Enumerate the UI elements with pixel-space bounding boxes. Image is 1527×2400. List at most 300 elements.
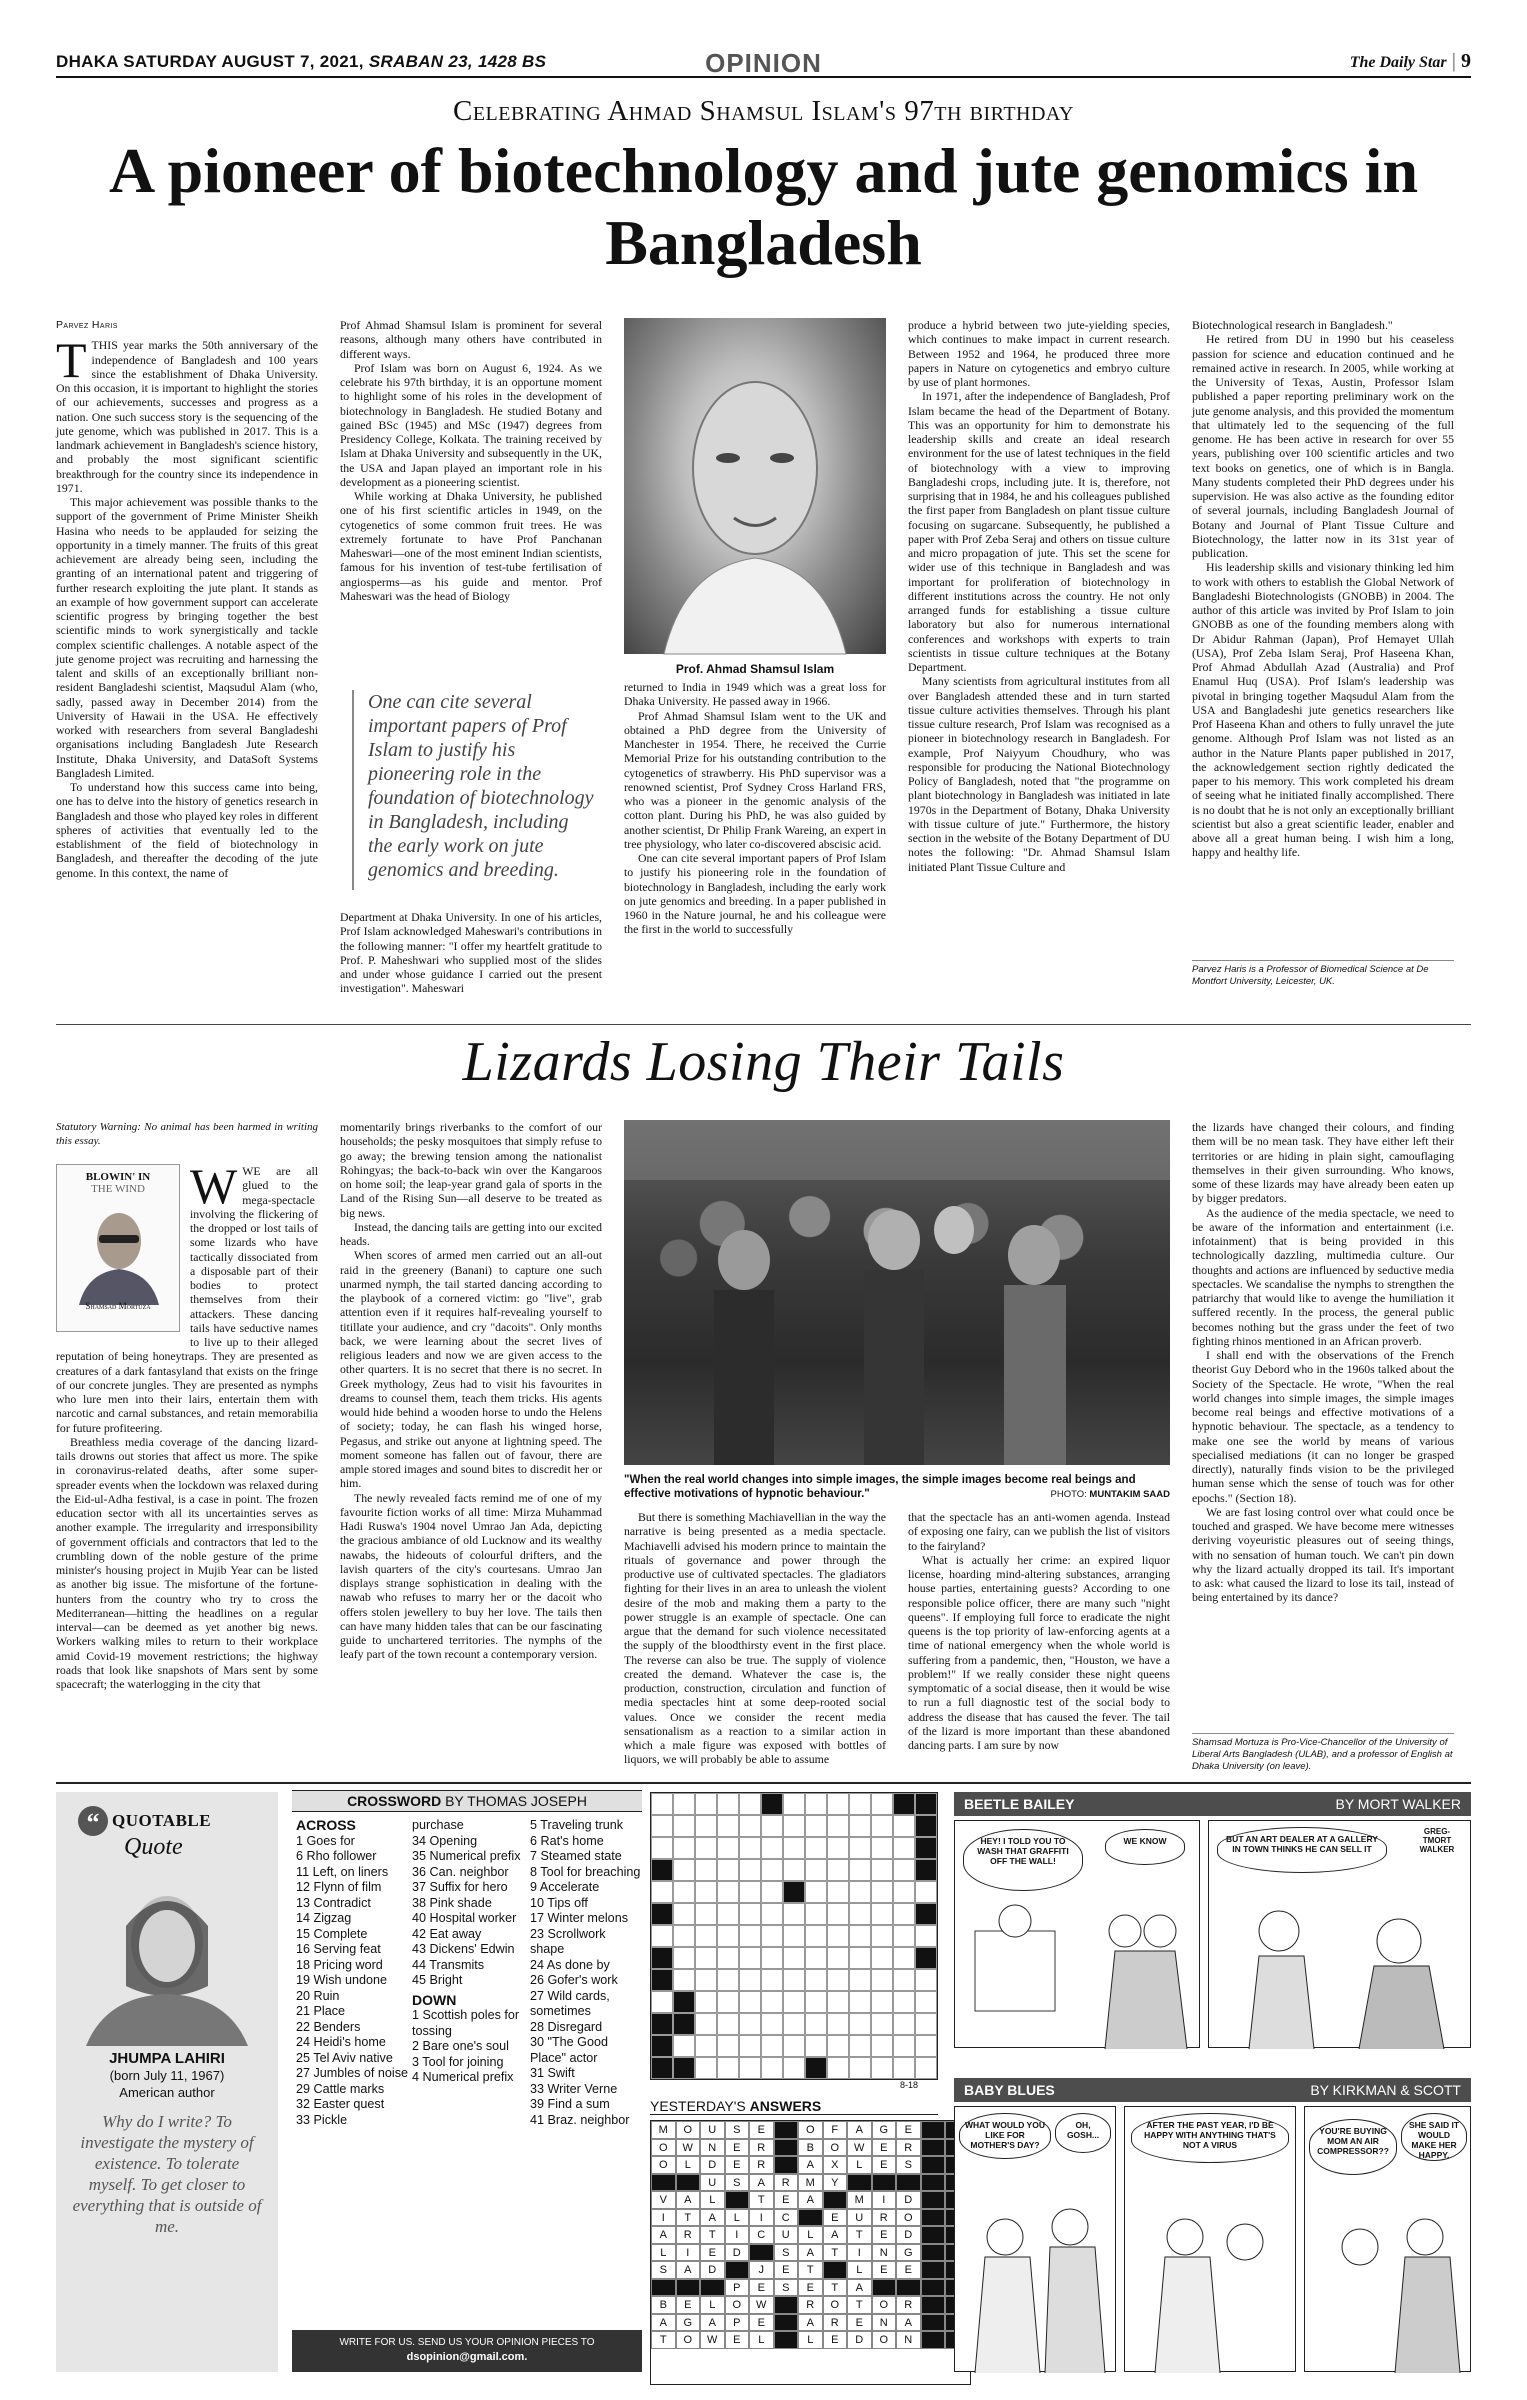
grid-cell[interactable] <box>651 1815 673 1837</box>
grid-cell[interactable] <box>739 1925 761 1947</box>
grid-cell[interactable] <box>827 1925 849 1947</box>
grid-cell[interactable] <box>739 1859 761 1881</box>
grid-cell[interactable] <box>827 1837 849 1859</box>
answer-cell <box>774 2139 799 2157</box>
answer-cell: A <box>749 2174 774 2192</box>
paragraph: One can cite several important papers of Prof Islam to justify his pioneering role in the foundation of biotechnology in Bangladesh, including the early work on jute genomics and breeding. In a paper published in 1960 in the Nature journal, he and his colleague were the first in the world to successfully <box>624 851 886 937</box>
grid-cell[interactable] <box>871 1815 893 1837</box>
grid-cell[interactable] <box>761 1991 783 2013</box>
crossword-grid[interactable] <box>650 1792 938 2080</box>
grid-cell[interactable] <box>717 1881 739 1903</box>
answer-cell: Y <box>823 2174 848 2192</box>
answer-cell: O <box>823 2139 848 2157</box>
grid-cell[interactable] <box>871 1881 893 1903</box>
grid-cell[interactable] <box>915 1815 937 1837</box>
grid-cell[interactable] <box>893 1903 915 1925</box>
grid-cell[interactable] <box>827 1991 849 2013</box>
answer-cell: V <box>651 2191 676 2209</box>
grid-cell[interactable] <box>805 2057 827 2079</box>
grid-cell[interactable] <box>761 1837 783 1859</box>
answer-cell: S <box>774 2244 799 2262</box>
grid-cell[interactable] <box>849 1881 871 1903</box>
clue: 42 Eat away <box>412 1926 482 1941</box>
grid-cell[interactable] <box>871 2035 893 2057</box>
grid-cell[interactable] <box>651 1881 673 1903</box>
clue: 19 Wish undone <box>296 1973 388 1987</box>
grid-cell[interactable] <box>893 1837 915 1859</box>
grid-cell[interactable] <box>893 2035 915 2057</box>
article2-col5 <box>1192 1120 1454 1730</box>
grid-cell[interactable] <box>651 1925 673 1947</box>
comic-panel: HEY! I TOLD YOU TO WASH THAT GRAFFITI OFF THE WALL! WE KNOW <box>954 1820 1200 2048</box>
answer-cell: E <box>847 2314 872 2332</box>
answer-cell: X <box>823 2156 848 2174</box>
grid-cell[interactable] <box>849 1991 871 2013</box>
grid-cell[interactable] <box>871 1991 893 2013</box>
author-portrait <box>56 1866 278 2046</box>
grid-cell[interactable] <box>915 2013 937 2035</box>
grid-cell[interactable] <box>893 2057 915 2079</box>
answer-cell <box>921 2156 946 2174</box>
answer-cell <box>774 2121 799 2139</box>
grid-cell[interactable] <box>695 1903 717 1925</box>
answer-cell: F <box>823 2121 848 2139</box>
grid-cell[interactable] <box>849 2035 871 2057</box>
bottom-divider <box>56 1782 1471 1784</box>
grid-cell[interactable] <box>783 1947 805 1969</box>
grid-cell[interactable] <box>849 1925 871 1947</box>
grid-cell[interactable] <box>695 1793 717 1815</box>
grid-cell[interactable] <box>783 1815 805 1837</box>
quote-icon: “ <box>78 1806 108 1836</box>
paragraph: To understand how this success came into being, one has to delve into the history of genetics research in Bangladesh and those who played key roles in different spheres of activities that eventually led to the establishment of the field of biotechnology in Bangladesh, and thereafter the decoding of the jute genome. In this context, the name of <box>56 780 318 880</box>
answer-cell: R <box>872 2209 897 2227</box>
grid-cell[interactable] <box>849 1859 871 1881</box>
answer-cell: A <box>896 2314 921 2332</box>
grid-cell[interactable] <box>695 1815 717 1837</box>
grid-cell[interactable] <box>695 1969 717 1991</box>
answer-cell: C <box>749 2226 774 2244</box>
grid-cell[interactable] <box>849 2013 871 2035</box>
answer-cell: O <box>798 2121 823 2139</box>
grid-cell[interactable] <box>761 1947 783 1969</box>
grid-cell[interactable] <box>783 1859 805 1881</box>
grid-cell[interactable] <box>871 1903 893 1925</box>
paragraph: produce a hybrid between two jute-yielding species, which continues to make impact in current research. Between 1952 and 1964, he produced three more papers in Nature on cytogenetics and embryo culture by use of plant hormones. <box>908 318 1170 389</box>
grid-cell[interactable] <box>893 1947 915 1969</box>
answer-cell: W <box>749 2296 774 2314</box>
grid-cell[interactable] <box>739 2013 761 2035</box>
answer-cell: O <box>872 2296 897 2314</box>
article2-col3 <box>624 1510 886 1766</box>
answer-cell: R <box>774 2174 799 2192</box>
grid-cell[interactable] <box>805 1925 827 1947</box>
answer-cell: J <box>749 2261 774 2279</box>
masthead-page: The Daily Star | 9 <box>1349 50 1471 72</box>
answer-cell: E <box>700 2244 725 2262</box>
grid-cell[interactable] <box>893 1969 915 1991</box>
grid-cell[interactable] <box>739 1837 761 1859</box>
answer-cell: D <box>700 2261 725 2279</box>
grid-cell[interactable] <box>871 1969 893 1991</box>
grid-cell[interactable] <box>783 2013 805 2035</box>
grid-cell[interactable] <box>871 1947 893 1969</box>
author-bio: Shamsad Mortuza is Pro-Vice-Chancellor of the University of Liberal Arts Bangladesh (ULAB), and a professor of English at Dhaka University (on leave). <box>1192 1733 1454 1773</box>
grid-cell[interactable] <box>673 1991 695 2013</box>
grid-cell[interactable] <box>673 1837 695 1859</box>
grid-cell[interactable] <box>673 1881 695 1903</box>
down-clues-col <box>530 1818 642 2128</box>
clue: 7 Steamed state <box>530 1849 622 1863</box>
grid-cell[interactable] <box>915 1881 937 1903</box>
grid-cell[interactable] <box>761 1925 783 1947</box>
grid-cell[interactable] <box>805 1815 827 1837</box>
answer-cell: E <box>872 2226 897 2244</box>
article1-col1 <box>56 318 318 981</box>
answer-cell <box>700 2279 725 2297</box>
answer-cell <box>921 2279 946 2297</box>
article1-col5 <box>1192 318 1454 958</box>
answer-cell <box>823 2261 848 2279</box>
grid-cell[interactable] <box>783 1793 805 1815</box>
answer-cell: L <box>847 2261 872 2279</box>
answer-cell <box>774 2331 799 2349</box>
grid-cell[interactable] <box>827 1815 849 1837</box>
grid-cell[interactable] <box>915 1859 937 1881</box>
answer-cell <box>921 2191 946 2209</box>
grid-cell[interactable] <box>673 1925 695 1947</box>
portrait-figure <box>624 318 886 654</box>
answer-cell: A <box>798 2156 823 2174</box>
quote-text: Why do I write? To investigate the mystery of existence. To tolerate myself. To get closer to everything that is outside of me. <box>72 2112 262 2236</box>
grid-cell[interactable] <box>827 2013 849 2035</box>
grid-cell[interactable] <box>827 1859 849 1881</box>
grid-cell[interactable] <box>651 1837 673 1859</box>
grid-cell[interactable] <box>717 2013 739 2035</box>
grid-cell[interactable] <box>849 2057 871 2079</box>
answer-cell <box>774 2296 799 2314</box>
paragraph: While working at Dhaka University, he published one of his first scientific articles in 1949, on the cytogenetics of some common fruit trees. He was extremely fortunate to have Prof Panchanan Maheswari—one of the most eminent Indian scientists, famous for his invention of test-tube fertilisation of angiosperms—as his guide and mentor. Prof Maheswari was the head of Biology <box>340 489 602 603</box>
grid-cell[interactable] <box>849 1837 871 1859</box>
grid-cell[interactable] <box>673 2013 695 2035</box>
answer-cell: T <box>798 2261 823 2279</box>
grid-cell[interactable] <box>915 1991 937 2013</box>
grid-cell[interactable] <box>893 1815 915 1837</box>
answer-cell: L <box>847 2156 872 2174</box>
clue: 21 Place <box>296 2004 346 2018</box>
clue: 16 Serving feat <box>296 1942 381 1956</box>
clue: 24 As done by <box>530 1957 610 1972</box>
photo-credit: PHOTO: MUNTAKIM SAAD <box>1050 1489 1170 1500</box>
grid-cell[interactable] <box>915 2035 937 2057</box>
answer-cell: U <box>700 2174 725 2192</box>
article2-col4 <box>908 1510 1170 1766</box>
answer-cell: O <box>676 2121 701 2139</box>
answer-cell: L <box>700 2296 725 2314</box>
answer-cell <box>921 2331 946 2349</box>
grid-cell[interactable] <box>871 1837 893 1859</box>
grid-cell[interactable] <box>739 1991 761 2013</box>
grid-cell[interactable] <box>805 1793 827 1815</box>
page-number: 9 <box>1461 50 1471 72</box>
grid-cell[interactable] <box>761 1881 783 1903</box>
clue: 17 Winter melons <box>530 1911 628 1925</box>
grid-cell[interactable] <box>871 2013 893 2035</box>
grid-cell[interactable] <box>915 1947 937 1969</box>
grid-cell[interactable] <box>805 1903 827 1925</box>
grid-cell[interactable] <box>915 1903 937 1925</box>
answer-cell: A <box>798 2244 823 2262</box>
grid-cell[interactable] <box>761 2057 783 2079</box>
grid-cell[interactable] <box>673 2057 695 2079</box>
answer-cell: N <box>700 2139 725 2157</box>
paragraph: We are fast losing control over what could once be touched and grasped. We have become mere witnesses deriving voyeuristic pleasures out of seeing things, with no sensation of human touch. We can't pin down why the lizard actually dropped its tail. It's important to ask: what caused the lizard to lose its tail, instead of being entertained by its dance? <box>1192 1504 1454 1605</box>
paragraph: When scores of armed men carried out an all-out raid in the greenery (Banani) to capture one such unarmed nymph, the tail started dancing according to the playbook of a cornered victim: go "live", grab attention even if it requires half-revealing yourself to titillate your audience, and cry "dacoits". Only months back, we were learning about the secret lives of religious leaders and now we are given access to the other quarters. It is no secret that there is no secret. In Greek mythology, Zeus had to visit his favourites in dreams to counsel them, teach them tricks. His agents would hide behind a wooden horse to undo the Helens of society; today, he can flash his winged horse, Pegasus, and strike out anyone at lightning speed. The moment someone has fallen out of favour, there are ample stored images and sound bites to discredit her or him. <box>340 1248 602 1491</box>
answer-cell: L <box>798 2226 823 2244</box>
clue: 18 Pricing word <box>296 1957 383 1972</box>
grid-cell[interactable] <box>673 2035 695 2057</box>
grid-cell[interactable] <box>827 1903 849 1925</box>
grid-cell[interactable] <box>717 1793 739 1815</box>
answer-cell: R <box>749 2156 774 2174</box>
paragraph: What is actually her crime: an expired liquor license, hoarding mind-altering substances, arranging house parties, entertaining guests? According to one responsible police officer, there are many such "night queens". If employing full force to eradicate the night queens is the top priority of law-enforcing agents at a time of national emergency when the whole world is suffering from a pandemic, then, "Houston, we have a problem!" If we really consider these night queens symptomatic of a social disease, then it would be wise to run a full diagnostic test of the social body to address the disease that has caused the fever. The tail of the lizard is more important than these abandoned dancing parts. I am sure by now <box>908 1552 1170 1752</box>
grid-cell[interactable] <box>761 1903 783 1925</box>
clue: 34 Opening <box>412 1833 478 1848</box>
clue: 33 Pickle <box>296 2112 348 2127</box>
answer-cell: T <box>847 2226 872 2244</box>
answer-cell: I <box>749 2209 774 2227</box>
grid-cell[interactable] <box>783 1925 805 1947</box>
grid-cell[interactable] <box>849 1815 871 1837</box>
grid-cell[interactable] <box>871 1859 893 1881</box>
grid-cell[interactable] <box>805 1991 827 2013</box>
answer-cell: A <box>798 2191 823 2209</box>
grid-cell[interactable] <box>805 1837 827 1859</box>
answer-cell: E <box>725 2156 750 2174</box>
grid-cell[interactable] <box>695 1881 717 1903</box>
answer-cell: S <box>774 2279 799 2297</box>
grid-cell[interactable] <box>717 1969 739 1991</box>
answer-cell: D <box>896 2191 921 2209</box>
answer-cell <box>921 2121 946 2139</box>
grid-cell[interactable] <box>805 1947 827 1969</box>
grid-cell[interactable] <box>827 1793 849 1815</box>
grid-cell[interactable] <box>673 1969 695 1991</box>
answer-cell: S <box>725 2121 750 2139</box>
clue: 20 Ruin <box>296 1988 340 2003</box>
grid-cell[interactable] <box>761 1969 783 1991</box>
grid-cell[interactable] <box>805 2035 827 2057</box>
grid-cell[interactable] <box>739 1947 761 1969</box>
masthead-logo: The Daily Star <box>1349 54 1447 71</box>
grid-cell[interactable] <box>739 1815 761 1837</box>
grid-cell[interactable] <box>805 1859 827 1881</box>
answer-cell: E <box>749 2279 774 2297</box>
grid-cell[interactable] <box>717 1859 739 1881</box>
grid-cell[interactable] <box>827 1881 849 1903</box>
grid-cell[interactable] <box>761 2035 783 2057</box>
author-bio: Parvez Haris is a Professor of Biomedical Science at De Montfort University, Leicester, UK. <box>1192 960 1454 988</box>
grid-cell[interactable] <box>783 1903 805 1925</box>
grid-cell[interactable] <box>717 2057 739 2079</box>
answer-cell: E <box>872 2156 897 2174</box>
grid-cell[interactable] <box>827 1969 849 1991</box>
grid-cell[interactable] <box>717 1815 739 1837</box>
grid-cell[interactable] <box>739 2057 761 2079</box>
grid-cell[interactable] <box>915 1925 937 1947</box>
clue: 39 Find a sum <box>530 2097 610 2111</box>
grid-cell[interactable] <box>739 1903 761 1925</box>
answer-cell: R <box>896 2296 921 2314</box>
answer-cell: C <box>774 2209 799 2227</box>
comic-panel: WHAT WOULD YOU LIKE FOR MOTHER'S DAY? OH, GOSH... <box>954 2106 1116 2372</box>
grid-cell[interactable] <box>893 1859 915 1881</box>
answer-cell: W <box>847 2139 872 2157</box>
grid-cell[interactable] <box>717 1947 739 1969</box>
answer-cell: A <box>676 2261 701 2279</box>
paragraph: He retired from DU in 1990 but his ceaseless passion for science and education continued and he remained active in research. In 2005, while working at the University of Texas, Austin, Professor Islam published a paper reporting preliminary work on the jute genome analysis, and this provided the momentum that ultimately led to the sequencing of the full genome. He has been active in research for over 55 years, publishing over 100 scientific articles and two text books on genetics, one of which is in Bangla. Many students completed their PhD degrees under his supervision. He was also active as the founding editor of several journals, including Bangladesh Journal of Botany and Journal of Plant Tissue Culture and Biotechnology, the latter now in its 31st year of publication. <box>1192 332 1454 560</box>
clue: 1 Scottish poles for tossing <box>412 2008 520 2038</box>
grid-cell[interactable] <box>915 1793 937 1815</box>
answer-cell: U <box>847 2209 872 2227</box>
answer-cell <box>896 2279 921 2297</box>
grid-cell[interactable] <box>849 1969 871 1991</box>
answer-cell: O <box>896 2209 921 2227</box>
clue: 28 Disregard <box>530 2019 603 2034</box>
grid-cell[interactable] <box>695 1837 717 1859</box>
paragraph: momentarily brings riverbanks to the comfort of our households; the pesky mosquitoes that simply refuse to go away; the brewing tension among the nationalist Rohingyas; the back-to-back win over the Kangaroos on home soil; the leap-year grand gala of sports in the Land of the Rising Sun—all deserve to be treated as big news. <box>340 1120 602 1220</box>
clue: 8 Tool for breaching <box>530 1864 641 1879</box>
grid-cell[interactable] <box>783 1881 805 1903</box>
grid-cell[interactable] <box>849 1903 871 1925</box>
answer-cell: R <box>749 2139 774 2157</box>
grid-cell[interactable] <box>893 2013 915 2035</box>
grid-cell[interactable] <box>651 2013 673 2035</box>
clue: 2 Bare one's soul <box>412 2039 509 2053</box>
grid-cell[interactable] <box>893 1793 915 1815</box>
grid-cell[interactable] <box>783 1969 805 1991</box>
grid-cell[interactable] <box>651 1859 673 1881</box>
clue: 25 Tel Aviv native <box>296 2050 393 2065</box>
answers-grid <box>650 2120 971 2385</box>
grid-cell[interactable] <box>651 1969 673 1991</box>
grid-cell[interactable] <box>761 1815 783 1837</box>
grid-cell[interactable] <box>805 1881 827 1903</box>
grid-cell[interactable] <box>783 2035 805 2057</box>
grid-cell[interactable] <box>695 2035 717 2057</box>
yesterday-answers-title: YESTERDAY'S ANSWERS <box>650 2098 938 2115</box>
answer-cell: N <box>872 2244 897 2262</box>
grid-cell[interactable] <box>761 2013 783 2035</box>
article1-col2-bottom <box>340 910 602 996</box>
grid-cell[interactable] <box>915 1837 937 1859</box>
grid-cell[interactable] <box>783 1991 805 2013</box>
grid-cell[interactable] <box>673 1815 695 1837</box>
grid-cell[interactable] <box>893 1881 915 1903</box>
clue: 24 Heidi's home <box>296 2035 386 2049</box>
grid-cell[interactable] <box>761 1793 783 1815</box>
answer-cell: I <box>676 2244 701 2262</box>
grid-cell[interactable] <box>695 1947 717 1969</box>
grid-cell[interactable] <box>783 2057 805 2079</box>
paragraph: Many scientists from agricultural institutes from all over Bangladesh attended these and in turn started tissue culture activities themselves. Through his plant tissue culture research, Prof Islam was recognised as a pioneer in biotechnology research in Bangladesh. For example, Prof Naiyyum Choudhury, who was responsible for producing the National Biotechnology Policy of Bangladesh, noted that "the programme on plant biotechnology in Bangladesh was initiated in late 1970s in the Department of Botany, Dhaka University with tissue culture of jute." Furthermore, the history section in the website of the Botany Department of DU notes the following: "Dr. Ahmad Shamsul Islam initiated Plant Tissue Culture and <box>908 674 1170 874</box>
grid-cell[interactable] <box>761 1859 783 1881</box>
quote-author-role: American author <box>119 2085 215 2100</box>
grid-cell[interactable] <box>871 2057 893 2079</box>
grid-cell[interactable] <box>915 1969 937 1991</box>
grid-cell[interactable] <box>849 1793 871 1815</box>
article2-headline: Lizards Losing Their Tails <box>462 1031 1065 1093</box>
answer-cell: L <box>676 2156 701 2174</box>
statutory-warning: Statutory Warning: No animal has been harmed in writing this essay. <box>56 1121 318 1148</box>
grid-cell[interactable] <box>805 2013 827 2035</box>
article1-col3 <box>624 680 886 981</box>
grid-cell[interactable] <box>651 2057 673 2079</box>
grid-cell[interactable] <box>651 2035 673 2057</box>
grid-cell[interactable] <box>827 2035 849 2057</box>
grid-cell[interactable] <box>651 1903 673 1925</box>
grid-cell[interactable] <box>695 1925 717 1947</box>
grid-cell[interactable] <box>717 1903 739 1925</box>
grid-cell[interactable] <box>849 1947 871 1969</box>
answer-cell: E <box>749 2121 774 2139</box>
grid-cell[interactable] <box>717 1925 739 1947</box>
grid-cell[interactable] <box>717 1837 739 1859</box>
answer-cell: R <box>896 2139 921 2157</box>
grid-cell[interactable] <box>717 2035 739 2057</box>
grid-cell[interactable] <box>739 1881 761 1903</box>
answer-cell <box>676 2279 701 2297</box>
answer-cell: O <box>651 2156 676 2174</box>
answer-cell: A <box>798 2314 823 2332</box>
grid-cell[interactable] <box>651 1991 673 2013</box>
grid-cell[interactable] <box>893 1991 915 2013</box>
grid-cell[interactable] <box>915 2057 937 2079</box>
grid-cell[interactable] <box>673 1947 695 1969</box>
clue: 15 Complete <box>296 1926 368 1941</box>
grid-cell[interactable] <box>695 2013 717 2035</box>
grid-cell[interactable] <box>651 1793 673 1815</box>
grid-cell[interactable] <box>673 1859 695 1881</box>
grid-cell[interactable] <box>893 1925 915 1947</box>
grid-cell[interactable] <box>673 1793 695 1815</box>
clue: 9 Accelerate <box>530 1880 600 1894</box>
article1-col2 <box>340 318 602 671</box>
grid-cell[interactable] <box>717 1991 739 2013</box>
grid-cell[interactable] <box>673 1903 695 1925</box>
answer-cell: T <box>651 2331 676 2349</box>
grid-cell[interactable] <box>871 1925 893 1947</box>
grid-cell[interactable] <box>739 2035 761 2057</box>
grid-cell[interactable] <box>651 1947 673 1969</box>
grid-cell[interactable] <box>871 1793 893 1815</box>
email-link[interactable]: dsopinion@gmail.com. <box>406 2351 528 2363</box>
grid-cell[interactable] <box>695 1859 717 1881</box>
clue-list <box>412 2008 527 2086</box>
grid-cell[interactable] <box>695 2057 717 2079</box>
answer-cell: S <box>651 2261 676 2279</box>
answer-cell: M <box>847 2191 872 2209</box>
grid-cell[interactable] <box>783 1837 805 1859</box>
grid-cell[interactable] <box>739 1793 761 1815</box>
answer-cell <box>774 2314 799 2332</box>
grid-cell[interactable] <box>827 1947 849 1969</box>
grid-cell[interactable] <box>739 1969 761 1991</box>
paragraph: Prof Ahmad Shamsul Islam is prominent for several reasons, although many others have contributed in different ways. <box>340 318 602 361</box>
grid-cell[interactable] <box>827 2057 849 2079</box>
grid-cell[interactable] <box>805 1969 827 1991</box>
grid-cell[interactable] <box>695 1991 717 2013</box>
